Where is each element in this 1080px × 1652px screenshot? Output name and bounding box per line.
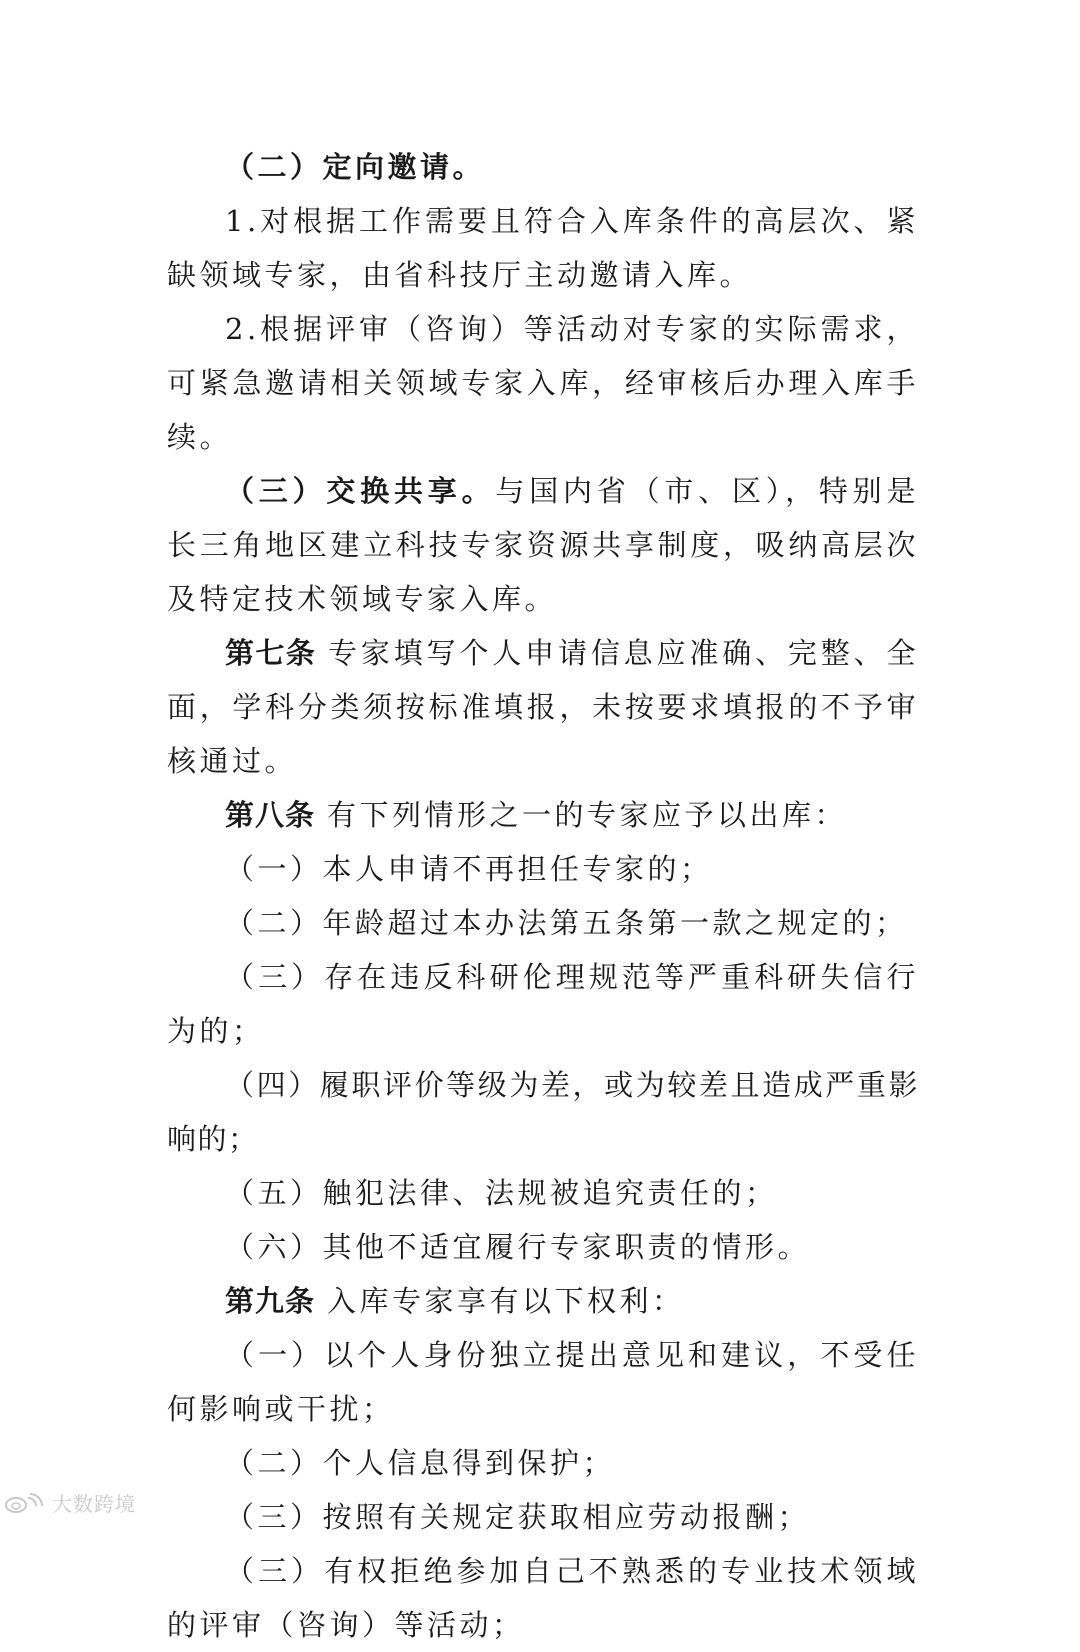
list-item: （一）以个人身份独立提出意见和建议，不受任何影响或干扰； (167, 1338, 919, 1426)
list-item: （一）本人申请不再担任专家的； (225, 852, 713, 886)
article (167, 626, 919, 788)
article (167, 1274, 919, 1328)
paragraph: 1.对根据工作需要且符合入库条件的高层次、紧缺领域专家，由省科技厅主动邀请入库。 (167, 204, 919, 292)
list-item: （二）年龄超过本办法第五条第一款之规定的； (225, 906, 908, 940)
paragraph (167, 464, 919, 626)
article (167, 788, 919, 842)
list-item: （三）有权拒绝参加自己不熟悉的专业技术领域的评审（咨询）等活动； (167, 1554, 919, 1642)
paragraph-body: 与国内省（市、区），特别是长三角地区建立科技专家资源共享制度，吸纳高层次及特定技术领域专家入库。 (167, 474, 919, 616)
section-title: （三）交换共享。 (225, 474, 496, 508)
section-heading (167, 140, 919, 194)
article-body: 有下列情形之一的专家应予以出库： (327, 798, 848, 832)
article-label: 第九条 (225, 1284, 316, 1318)
list-item: （三）存在违反科研伦理规范等严重科研失信行为的； (167, 960, 919, 1048)
watermark (4, 1488, 136, 1517)
paragraph: 2.根据评审（咨询）等活动对专家的实际需求，可紧急邀请相关领域专家入库，经审核后办理入库手续。 (167, 312, 919, 454)
list-item: （五）触犯法律、法规被追究责任的； (225, 1176, 778, 1210)
list-item: （二）个人信息得到保护； (225, 1446, 616, 1480)
article-label: 第八条 (225, 798, 316, 832)
list-item: （六）其他不适宜履行专家职责的情形。 (225, 1230, 811, 1264)
article-body: 入库专家享有以下权利： (327, 1284, 685, 1318)
list-item: （四）履职评价等级为差，或为较差且造成严重影响的； (167, 1068, 919, 1156)
list-item: （三）按照有关规定获取相应劳动报酬； (225, 1500, 811, 1534)
section-title: （二）定向邀请。 (225, 150, 486, 184)
watermark-text: 大数跨境 (52, 1492, 136, 1516)
article-label: 第七条 (225, 636, 317, 670)
weibo-logo-icon (4, 1492, 46, 1514)
document-page (167, 140, 919, 1652)
article-body: 专家填写个人申请信息应准确、完整、全面，学科分类须按标准填报，未按要求填报的不予审核通过。 (167, 636, 919, 778)
